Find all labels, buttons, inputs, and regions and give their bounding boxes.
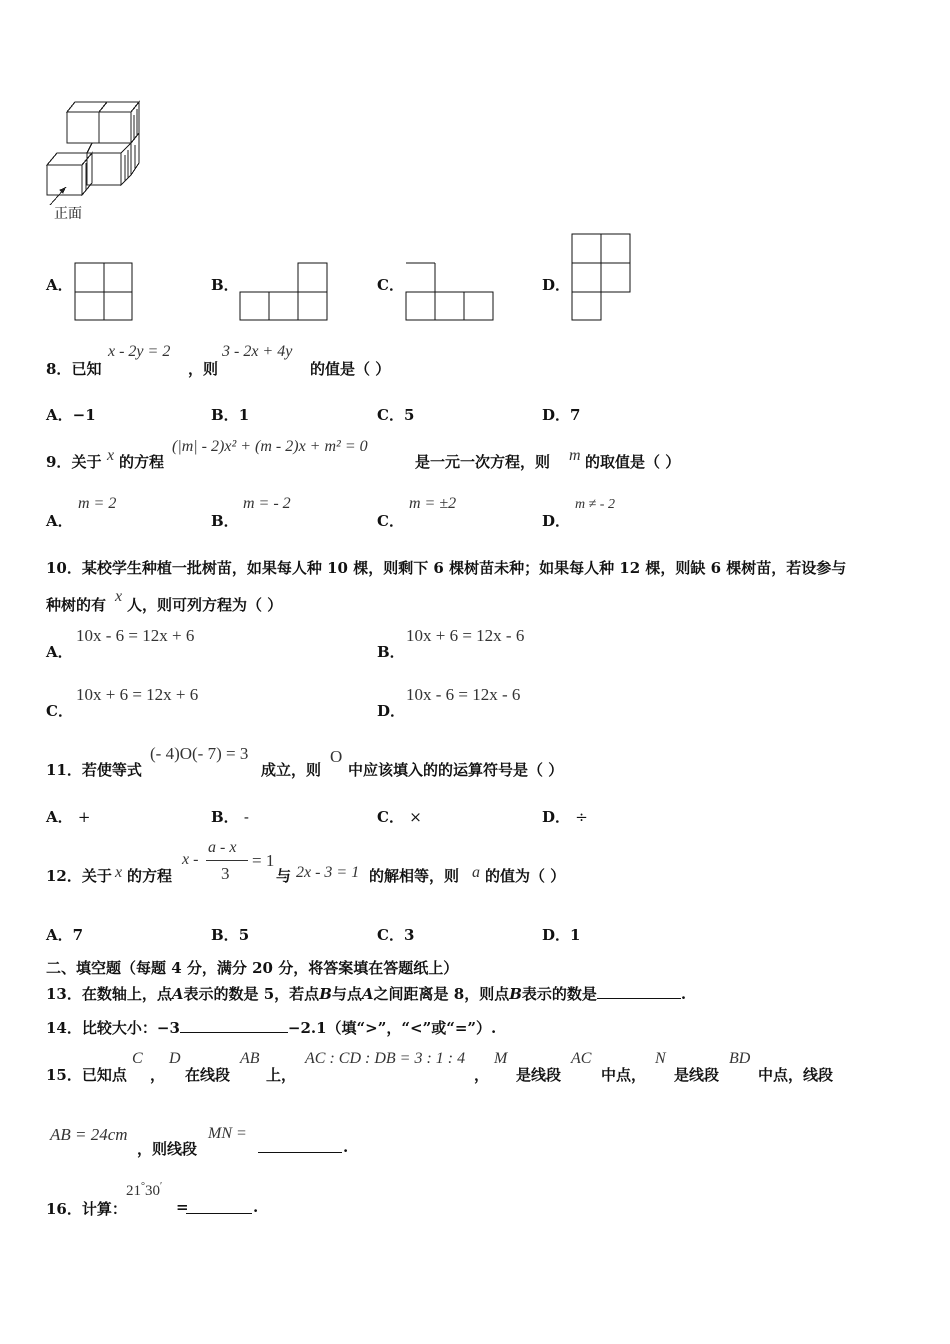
q16-degrees: 21 <box>126 1183 141 1199</box>
q10-option-b-label: B． <box>377 643 405 661</box>
q13-text-c: 与点 <box>331 985 362 1003</box>
q15-number: 15． <box>46 1066 82 1084</box>
front-label: 正面 <box>54 206 82 222</box>
q14-text-a: 14．比较大小：−3 <box>46 1019 180 1037</box>
q15-comma-2: ， <box>474 1066 490 1084</box>
q11-option-a-value: + <box>77 808 91 826</box>
q16-number: 16． <box>46 1200 82 1218</box>
q12-text-5: 的值为（ ） <box>485 867 566 885</box>
q11-symbol: O <box>330 747 343 766</box>
q11-equation: (- 4)O(- 7) = 3 <box>150 744 249 763</box>
q12-option-d-value: 1 <box>570 926 581 944</box>
q10-text-2b: 人，则可列方程为（ ） <box>127 596 283 614</box>
q8-option-c-value: 5 <box>403 406 415 424</box>
q16-angle: 21°30′ <box>126 1181 163 1199</box>
q7-option-c-label: C． <box>377 276 404 294</box>
q12-option-b-label: B． <box>211 926 239 944</box>
q9-option-b-label: B． <box>211 512 239 530</box>
q16-minutes: 30 <box>145 1183 160 1199</box>
q12-text-4: 的解相等，则 <box>369 867 460 885</box>
q16-answer-blank[interactable] <box>186 1213 252 1214</box>
q12-option-c-label: C． <box>377 926 404 944</box>
q14-text-b: −2.1（填“>”，“<”或“=”）. <box>287 1019 497 1037</box>
q9-text-1: 关于 <box>71 453 102 471</box>
q12-text-1: 关于 <box>81 867 112 885</box>
q9-number: 9． <box>46 453 72 471</box>
q12-rhs: = 1 <box>252 851 275 870</box>
q10-text-2a: 种树的有 <box>46 596 107 614</box>
q9-text-2: 的方程 <box>119 453 165 471</box>
q13-text-b: 表示的数是 5，若点 <box>183 985 320 1003</box>
q15-ratio: AC : CD : DB = 3 : 1 : 4 <box>305 1050 466 1067</box>
q16-text-1: 计算： <box>81 1200 127 1218</box>
q11-option-c-label: C． <box>377 808 404 826</box>
q12-number: 12． <box>46 867 82 885</box>
q12-denominator: 3 <box>221 864 230 883</box>
q12-lhs: x - <box>182 851 199 868</box>
q13-point-b-2: B <box>509 985 522 1003</box>
q11-option-a-label: A． <box>46 808 73 826</box>
q15-text-8: ，则线段 <box>137 1140 198 1158</box>
q8-option-b-label: B． <box>211 406 239 424</box>
q9-option-a-value: m = 2 <box>78 495 117 512</box>
q10-option-a-value: 10x - 6 = 12x + 6 <box>76 626 195 645</box>
q11-option-d-value: ÷ <box>575 808 588 826</box>
q15-text-1: 已知点 <box>81 1066 127 1084</box>
q16-end: . <box>253 1198 259 1216</box>
q12-fraction-bar <box>206 860 248 861</box>
q12-variable-x: x <box>115 864 123 881</box>
q8-number: 8． <box>46 360 72 378</box>
q10-option-b-value: 10x + 6 = 12x - 6 <box>406 626 525 645</box>
q9-equation: (|m| - 2)x² + (m - 2)x + m² = 0 <box>172 438 368 455</box>
q8-option-a-value: −1 <box>72 406 96 424</box>
q15-segment-ac: AC <box>571 1050 592 1067</box>
q12-option-b-value: 5 <box>238 926 250 944</box>
q12-variable-a: a <box>472 864 480 881</box>
q15-mn: MN = <box>208 1125 247 1142</box>
q11-option-d-label: D． <box>542 808 571 826</box>
q10-option-a-label: A． <box>46 643 73 661</box>
q8-option-d-label: D． <box>542 406 571 424</box>
q15-text-5: 中点， <box>601 1066 647 1084</box>
q10-option-c-value: 10x + 6 = 12x + 6 <box>76 685 199 704</box>
q9-option-d-label: D． <box>542 512 571 530</box>
q7-option-d-grid <box>571 233 633 323</box>
q15-point-d: D <box>169 1050 181 1067</box>
q13-answer-blank[interactable] <box>597 998 681 999</box>
q8-expression: 3 - 2x + 4y <box>222 343 293 360</box>
q12-equation-2: 2x - 3 = 1 <box>296 864 360 881</box>
q15-point-c: C <box>132 1050 143 1067</box>
q8-text-2: ，则 <box>188 360 219 378</box>
q10-option-d-value: 10x - 6 = 12x - 6 <box>406 685 521 704</box>
q9-option-a-label: A． <box>46 512 73 530</box>
q15-point-n: N <box>655 1050 666 1067</box>
q11-option-b-value: - <box>243 808 249 826</box>
q9-option-d-value: m ≠ - 2 <box>575 497 615 512</box>
q7-option-c-grid <box>405 262 497 322</box>
q9-option-b-value: m = - 2 <box>243 495 291 512</box>
q8-option-c-label: C． <box>377 406 404 424</box>
q10-option-d-label: D． <box>377 702 406 720</box>
q14-line <box>46 1017 496 1038</box>
q12-text-3: 与 <box>276 867 292 885</box>
q15-length: AB = 24cm <box>50 1125 128 1144</box>
q12-option-a-value: 7 <box>72 926 84 944</box>
q15-answer-blank[interactable] <box>258 1152 342 1153</box>
q7-option-a-label: A． <box>46 276 73 294</box>
q13-text-f: . <box>680 985 687 1003</box>
q9-text-4: 的取值是（ ） <box>585 453 681 471</box>
section-2-heading: 二、填空题（每题 4 分，满分 20 分，将答案填在答题纸上） <box>46 959 459 977</box>
q12-text-2: 的方程 <box>127 867 173 885</box>
q9-option-c-label: C． <box>377 512 404 530</box>
q8-condition: x - 2y = 2 <box>108 343 171 360</box>
q15-text-2: 在线段 <box>185 1066 231 1084</box>
q12-option-a-label: A． <box>46 926 73 944</box>
q15-comma-1: ， <box>150 1066 166 1084</box>
q9-variable-m: m <box>569 447 581 464</box>
q14-answer-blank[interactable] <box>180 1032 288 1033</box>
q7-option-b-label: B． <box>211 276 239 294</box>
q15-segment-ab: AB <box>240 1050 260 1067</box>
q9-variable-x: x <box>107 447 115 464</box>
q13-line <box>46 983 686 1004</box>
q15-text-4: 是线段 <box>516 1066 562 1084</box>
q9-option-c-value: m = ±2 <box>409 495 457 512</box>
q8-text-3: 的值是（ ） <box>310 360 391 378</box>
q13-text-e: 表示的数是 <box>521 985 597 1003</box>
q15-segment-bd: BD <box>729 1050 751 1067</box>
q13-point-b: B <box>319 985 332 1003</box>
q9-text-3: 是一元一次方程，则 <box>415 453 551 471</box>
q16-equals: = <box>176 1198 189 1216</box>
q11-text-2: 成立，则 <box>261 761 322 779</box>
q13-text-a: 13．在数轴上，点 <box>46 985 172 1003</box>
q10-text-line-1: 10．某校学生种植一批树苗，如果每人种 10 棵，则剩下 6 棵树苗未种；如果每人种 12 棵，则缺 6 棵树苗，若设参与 <box>46 559 847 577</box>
q10-variable-x: x <box>115 588 123 605</box>
q7-option-d-label: D． <box>542 276 571 294</box>
q7-option-b-grid <box>239 262 331 322</box>
q12-numerator: a - x <box>208 839 237 856</box>
q12-option-d-label: D． <box>542 926 571 944</box>
q8-text-1: 已知 <box>71 360 102 378</box>
q13-text-d: 之间距离是 8，则点 <box>373 985 510 1003</box>
q11-number: 11． <box>46 761 82 779</box>
q11-text-1: 若使等式 <box>81 761 142 779</box>
q7-option-a-grid <box>74 262 134 322</box>
q11-option-b-label: B． <box>211 808 239 826</box>
q13-point-a: A <box>171 985 184 1003</box>
q10-option-c-label: C． <box>46 702 73 720</box>
q8-option-d-value: 7 <box>570 406 581 424</box>
q8-option-b-value: 1 <box>238 406 250 424</box>
q15-end: . <box>343 1138 349 1156</box>
q15-text-6: 是线段 <box>674 1066 720 1084</box>
q15-text-7: 中点，线段 <box>758 1066 834 1084</box>
q11-option-c-value: × <box>409 808 422 826</box>
q12-option-c-value: 3 <box>403 926 415 944</box>
q13-point-a-2: A <box>361 985 374 1003</box>
q15-text-3: 上， <box>266 1066 297 1084</box>
q11-text-3: 中应该填入的的运算符号是（ ） <box>348 761 564 779</box>
q8-option-a-label: A． <box>46 406 73 424</box>
q15-point-m: M <box>494 1050 508 1067</box>
